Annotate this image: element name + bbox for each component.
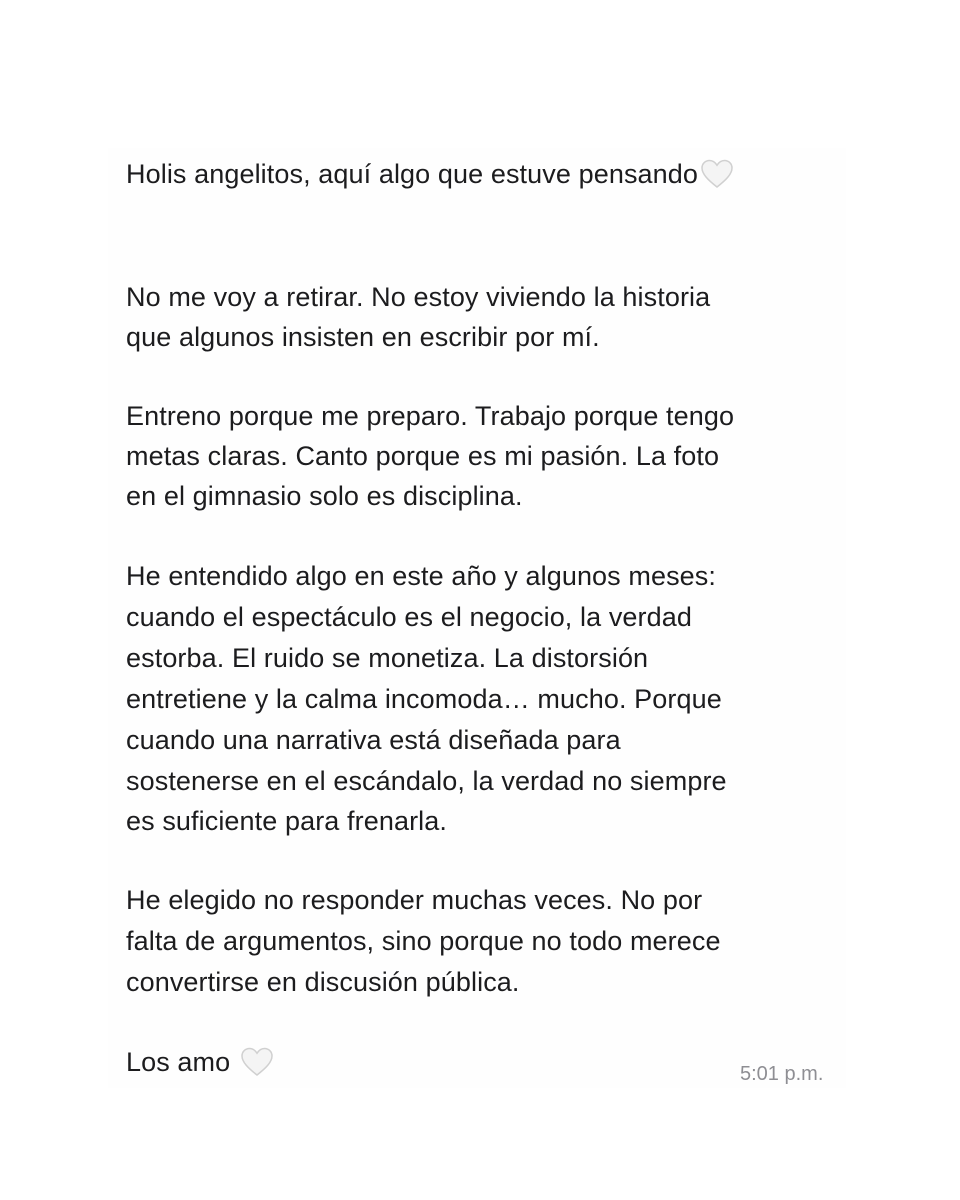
message-greeting-line — [126, 154, 734, 194]
paragraph-3-line-2: cuando el espectáculo es el negocio, la verdad — [126, 602, 692, 632]
paragraph-4-line-3: convertirse en discusión pública. — [126, 967, 520, 997]
paragraph-3-line-1: He entendido algo en este año y algunos meses: — [126, 561, 717, 591]
paragraph-1-line-1: No me voy a retirar. No estoy viviendo la historia — [126, 282, 711, 312]
paragraph-3-line-4: entretiene y la calma incomoda… mucho. Porque — [126, 684, 722, 714]
message-closing-line — [126, 1042, 274, 1082]
paragraph-4-line-2: falta de argumentos, sino porque no todo merece — [126, 926, 721, 956]
greeting-text: Holis angelitos, aquí algo que estuve pensando — [126, 159, 699, 189]
paragraph-2-line-2: metas claras. Canto porque es mi pasión. La foto — [126, 441, 720, 471]
paragraph-1-line-2: que algunos insisten en escribir por mí. — [126, 322, 600, 352]
paragraph-3-line-5: cuando una narrativa está diseñada para — [126, 725, 621, 755]
white-heart-icon — [700, 159, 734, 189]
paragraph-3-line-7: es suficiente para frenarla. — [126, 806, 447, 836]
paragraph-2-line-3: en el gimnasio solo es disciplina. — [126, 481, 523, 511]
paragraph-2-line-1: Entreno porque me preparo. Trabajo porque tengo — [126, 401, 735, 431]
white-heart-icon — [240, 1047, 274, 1077]
paragraph-4-line-1: He elegido no responder muchas veces. No por — [126, 885, 703, 915]
message-timestamp: 5:01 p.m. — [740, 1063, 824, 1085]
closing-text: Los amo — [126, 1047, 231, 1077]
paragraph-3-line-6: sostenerse en el escándalo, la verdad no siempre — [126, 766, 727, 796]
paragraph-3-line-3: estorba. El ruido se monetiza. La distorsión — [126, 643, 649, 673]
